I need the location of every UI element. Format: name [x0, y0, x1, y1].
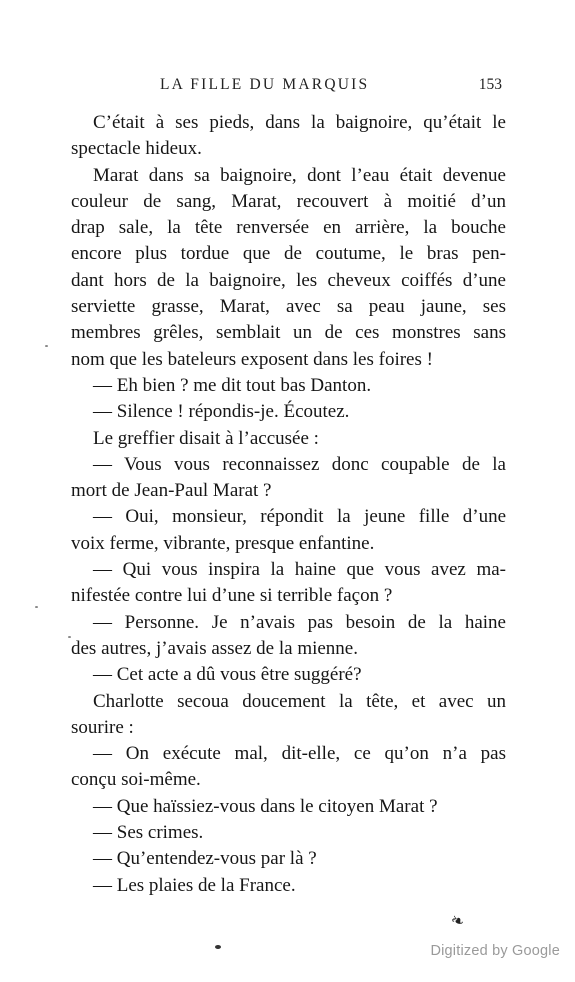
text-line: couleur de sang, Marat, recouvert à moitié d’un — [71, 190, 506, 212]
text-line: — Les plaies de la France. — [93, 874, 296, 896]
text-line: — Qu’entendez-vous par là ? — [93, 848, 317, 870]
text-line: — Que haïssiez-vous dans le citoyen Marat ? — [93, 795, 438, 817]
paragraph — [71, 689, 506, 742]
text-line: membres grêles, semblait un de ces monstres sans — [71, 322, 506, 344]
text-line: nifestée contre lui d’une si terrible façon ? — [71, 585, 393, 607]
text-line: voix ferme, vibrante, presque enfantine. — [71, 532, 375, 554]
text-line: nom que les bateleurs exposent dans les foires ! — [71, 348, 433, 370]
text-line: conçu soi-même. — [71, 769, 201, 791]
text-line: Le greffier disait à l’accusée : — [93, 427, 319, 449]
paragraph — [71, 504, 506, 557]
ink-speck — [68, 636, 71, 638]
paragraph — [71, 794, 506, 820]
paragraph — [71, 662, 506, 688]
paragraph — [71, 820, 506, 846]
text-line: mort de Jean-Paul Marat ? — [71, 480, 272, 502]
body-text — [71, 110, 506, 899]
paragraph — [71, 557, 506, 610]
paragraph — [71, 610, 506, 663]
paragraph — [71, 373, 506, 399]
text-line: dant hors de la baignoire, les cheveux coiffés d’une — [71, 269, 506, 291]
paragraph — [71, 110, 506, 163]
text-line: encore plus tordue que de coutume, le bras pen- — [71, 243, 506, 265]
ink-speck — [35, 606, 38, 608]
paragraph — [71, 846, 506, 872]
text-line: serviette grasse, Marat, avec sa peau jaune, ses — [71, 296, 506, 318]
text-line: — Vous vous reconnaissez donc coupable de la — [93, 453, 506, 475]
paragraph — [71, 873, 506, 899]
text-line: Marat dans sa baignoire, dont l’eau était devenue — [93, 164, 506, 186]
digitized-watermark: Digitized by Google — [430, 943, 560, 959]
text-line: spectacle hideux. — [71, 138, 202, 160]
text-line: — Oui, monsieur, répondit la jeune fille d’une — [93, 506, 506, 528]
printer-mark-icon: ❧ — [448, 909, 468, 932]
running-title: LA FILLE DU MARQUIS — [160, 76, 370, 93]
page-header — [160, 76, 510, 98]
text-line: — Cet acte a dû vous être suggéré? — [93, 664, 362, 686]
page-number: 153 — [478, 76, 502, 93]
text-line: — Ses crimes. — [93, 822, 204, 844]
text-line: — Silence ! répondis-je. Écoutez. — [93, 401, 350, 423]
paragraph — [71, 399, 506, 425]
text-line: C’était à ses pieds, dans la baignoire, qu’était le — [93, 112, 506, 133]
paragraph — [71, 741, 506, 794]
paragraph — [71, 452, 506, 505]
text-line: Charlotte secoua doucement la tête, et avec un — [93, 690, 506, 712]
text-line: des autres, j’avais assez de la mienne. — [71, 637, 358, 659]
ink-speck — [45, 345, 48, 347]
ink-dot — [215, 945, 221, 949]
paragraph — [71, 163, 506, 373]
text-line: drap sale, la tête renversée en arrière, la bouche — [71, 217, 506, 239]
paragraph — [71, 426, 506, 452]
text-line: sourire : — [71, 716, 134, 738]
text-line: — Personne. Je n’avais pas besoin de la haine — [93, 611, 506, 633]
text-line: — On exécute mal, dit-elle, ce qu’on n’a pas — [93, 743, 506, 765]
text-line: — Eh bien ? me dit tout bas Danton. — [93, 374, 372, 396]
text-line: — Qui vous inspira la haine que vous avez ma- — [93, 559, 506, 581]
